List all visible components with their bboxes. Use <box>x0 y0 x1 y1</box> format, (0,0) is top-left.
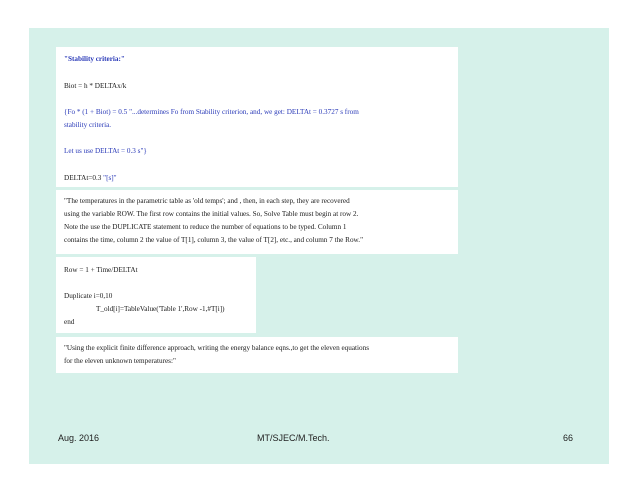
fo-equation-line2: stability criteria. <box>64 121 112 129</box>
told-statement: T_old[i]=TableValue('Table 1',Row -1,#T[i]) <box>96 305 225 313</box>
duplicate-statement: Duplicate i=0,10 <box>64 292 113 300</box>
stability-criteria-box <box>56 47 458 187</box>
comment-line: for the eleven unknown temperatures:" <box>64 357 176 365</box>
fo-equation-line1: {Fo * (1 + Biot) = 0.5 "...determines Fo from Stability criterion, and, we get: DELTAt = 0.3727 s from <box>64 108 359 116</box>
temperatures-comment-box <box>56 190 458 254</box>
deltat-assignment <box>64 173 117 184</box>
comment-line: "Using the explicit finite difference approach, writing the energy balance eqns.,to get the eleven equations <box>64 344 370 352</box>
row-equation: Row = 1 + Time/DELTAt <box>64 266 138 274</box>
comment-line: using the variable ROW. The first row contains the initial values. So, Solve Table must begin at row 2. <box>64 210 359 218</box>
comment-line: Note the use the DUPLICATE statement to reduce the number of equations to be typed. Column 1 <box>64 223 347 231</box>
end-statement: end <box>64 318 75 326</box>
slide <box>29 28 609 464</box>
stability-title: "Stability criteria:" <box>64 55 125 63</box>
comment-line: "The temperatures in the parametric table as 'old temps'; and , then, in each step, they are recovered <box>64 197 350 205</box>
page-number: 66 <box>563 433 574 443</box>
duplicate-code-box <box>56 257 256 333</box>
footer-date: Aug. 2016 <box>58 433 100 443</box>
comment-line: contains the time, column 2 the value of T[1], column 3, the value of T[2], etc., and column 7 the Row." <box>64 236 364 244</box>
biot-equation: Biot = h * DELTAx/k <box>64 82 127 90</box>
deltat-value: DELTAt=0.3 <box>64 174 102 182</box>
deltat-unit: "[s]" <box>103 174 117 182</box>
footer-course: MT/SJEC/M.Tech. <box>257 433 330 443</box>
energy-balance-comment-box <box>56 337 458 373</box>
deltat-use-line: Let us use DELTAt = 0.3 s"} <box>64 147 147 155</box>
